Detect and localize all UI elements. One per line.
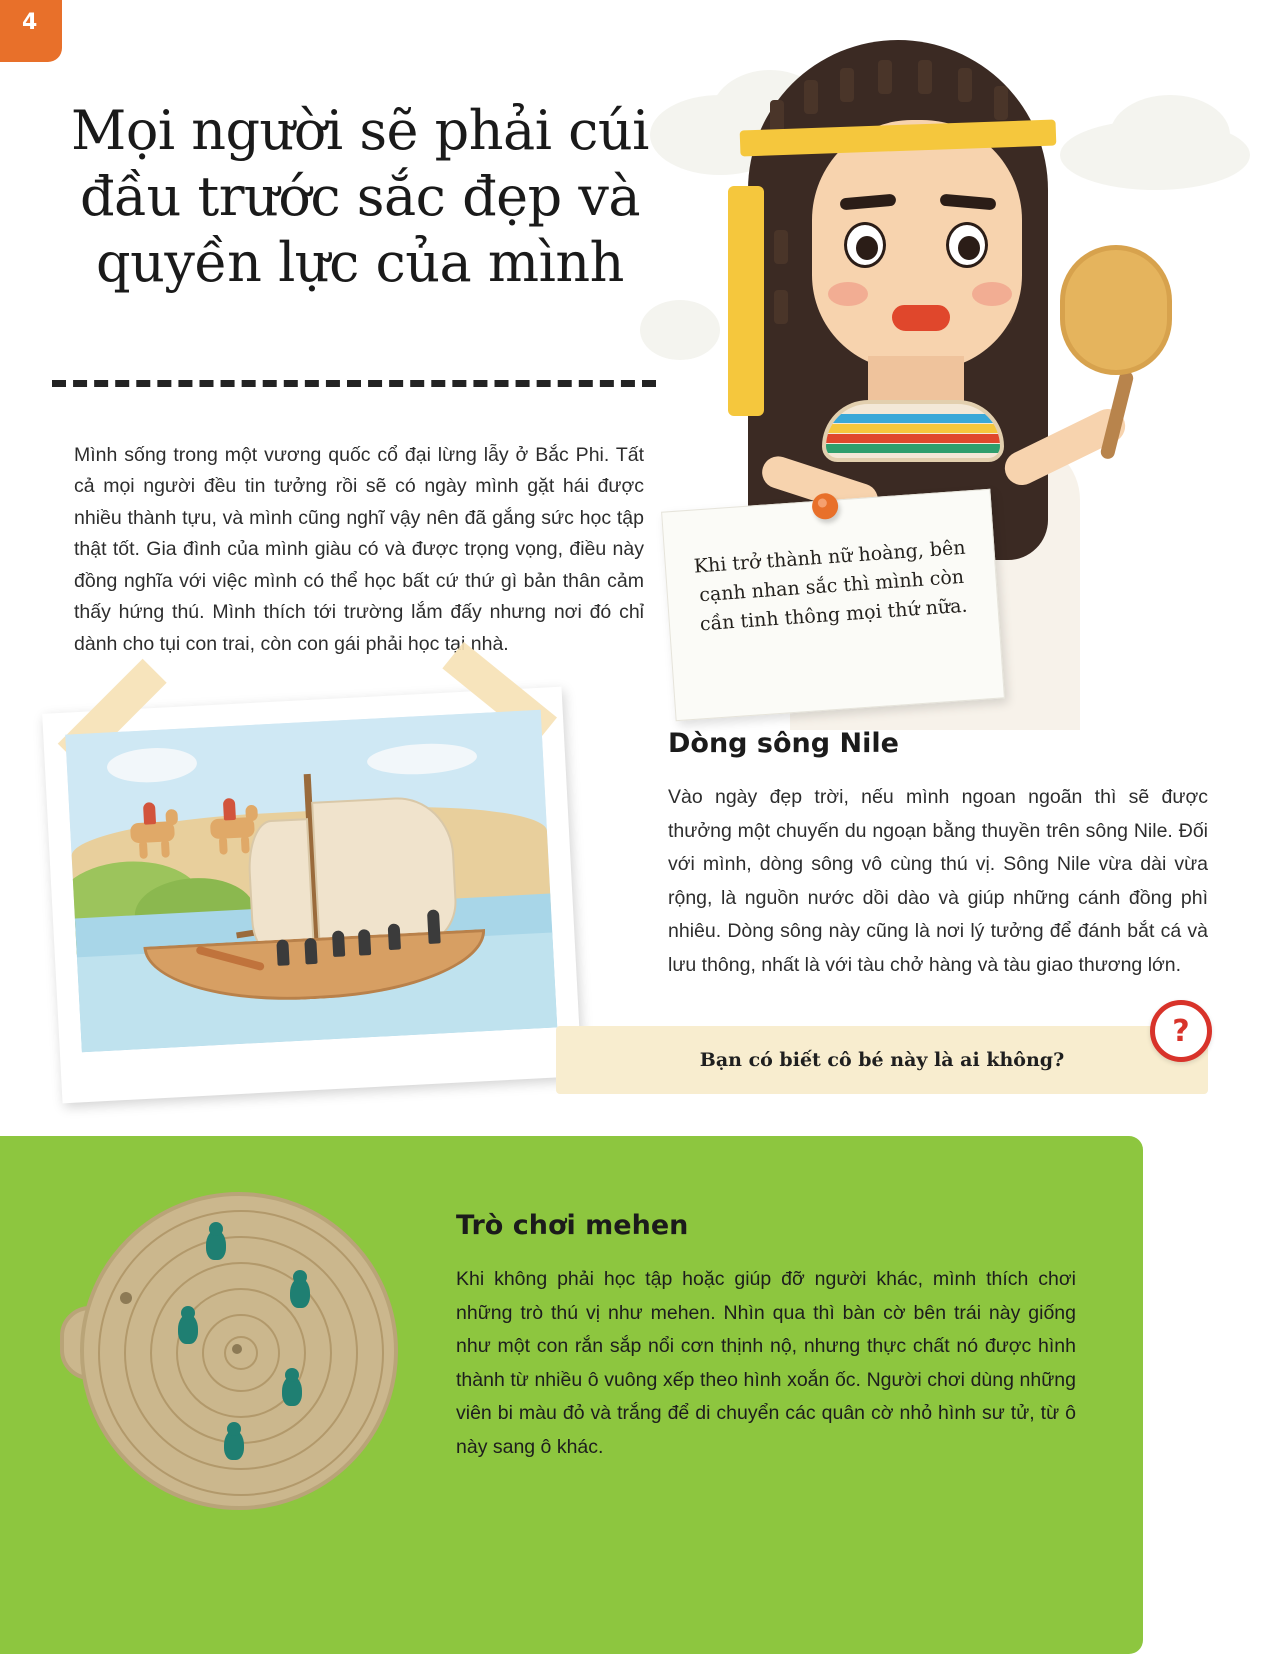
game-pawn (290, 1278, 310, 1308)
mehen-board-illustration (60, 1186, 400, 1526)
game-pawn (282, 1376, 302, 1406)
page-title: Mọi người sẽ phải cúi đầu trước sắc đẹp và quyền lực của mình (71, 99, 649, 294)
photo-image (65, 710, 557, 1052)
nile-title: Dòng sông Nile (668, 728, 899, 759)
necklace-collar (822, 400, 1004, 462)
eye-shape (844, 222, 886, 268)
dashed-divider (52, 380, 656, 387)
question-badge-icon[interactable] (1150, 1000, 1212, 1062)
fan-icon (1060, 245, 1172, 375)
game-pawn (178, 1314, 198, 1344)
blush-shape (972, 282, 1012, 306)
mehen-section (456, 1210, 1076, 1484)
game-pawn (206, 1230, 226, 1260)
nile-section (668, 728, 1208, 1002)
nile-body: Vào ngày đẹp trời, nếu mình ngoan ngoãn thì sẽ được thưởng một chuyến du ngoạn bằng thuyền trên sông Nile. Đối với mình, dòng sông vô cùng thú vị. Sông Nile vừa dài vừa rộng, là nguồn nước dồi dào và giúp những cánh đồng phì nhiêu. Dòng sông này cũng là nơi lý tưởng để đánh bắt cá và lưu thông, nhất là với tàu chở hàng và tàu giao thương lớn. (668, 786, 1208, 976)
question-banner (556, 1026, 1208, 1094)
page-number: 4 (22, 10, 38, 35)
intro-paragraph: Mình sống trong một vương quốc cổ đại lừng lẫy ở Bắc Phi. Tất cả mọi người đều tin tưởng rồi sẽ có ngày mình gặt hái được nhiều thành tựu, và mình cũng nghĩ vậy nên đã gắng sức học tập thật tốt. Gia đình của mình giàu có và được trọng vọng, điều này đồng nghĩa với việc mình có thể học bất cứ thứ gì bản thân cảm thấy hứng thú. Mình thích tới trường lắm đấy nhưng nơi đó chỉ dành cho tụi con trai, còn con gái phải học tại nhà. (74, 443, 644, 655)
mouth-shape (892, 305, 950, 331)
mehen-body: Khi không phải học tập hoặc giúp đỡ người khác, mình thích chơi những trò thú vị như mehen. Nhìn qua thì bàn cờ bên trái này giống như một con rắn sắp nổi cơn thịnh nộ, nhưng thực chất nó được hình thành từ nhiều ô vuông xếp theo hình xoắn ốc. Người chơi dùng những viên bi màu đỏ và trắng để di chuyển các quân cờ nhỏ hình sư tử, từ ô này sang ô khác. (456, 1268, 1076, 1458)
page-number-tab (0, 0, 62, 62)
nile-boat-photo (42, 687, 582, 1104)
eye-shape (946, 222, 988, 268)
speech-note-text: Khi trở thành nữ hoàng, bên cạnh nhan sắc thì mình còn cần tinh thông mọi thứ nữa. (693, 536, 969, 636)
question-badge-label: ? (1172, 1013, 1190, 1049)
question-text: Bạn có biết cô bé này là ai không? (699, 1049, 1065, 1071)
board-disc (80, 1192, 398, 1510)
cloud-shape (1110, 95, 1230, 175)
headband-shape (728, 186, 764, 416)
speech-note (661, 489, 1005, 722)
game-pawn (224, 1430, 244, 1460)
cloud-shape (640, 300, 720, 360)
mehen-title: Trò chơi mehen (456, 1210, 689, 1241)
pin-icon (811, 492, 839, 520)
blush-shape (828, 282, 868, 306)
